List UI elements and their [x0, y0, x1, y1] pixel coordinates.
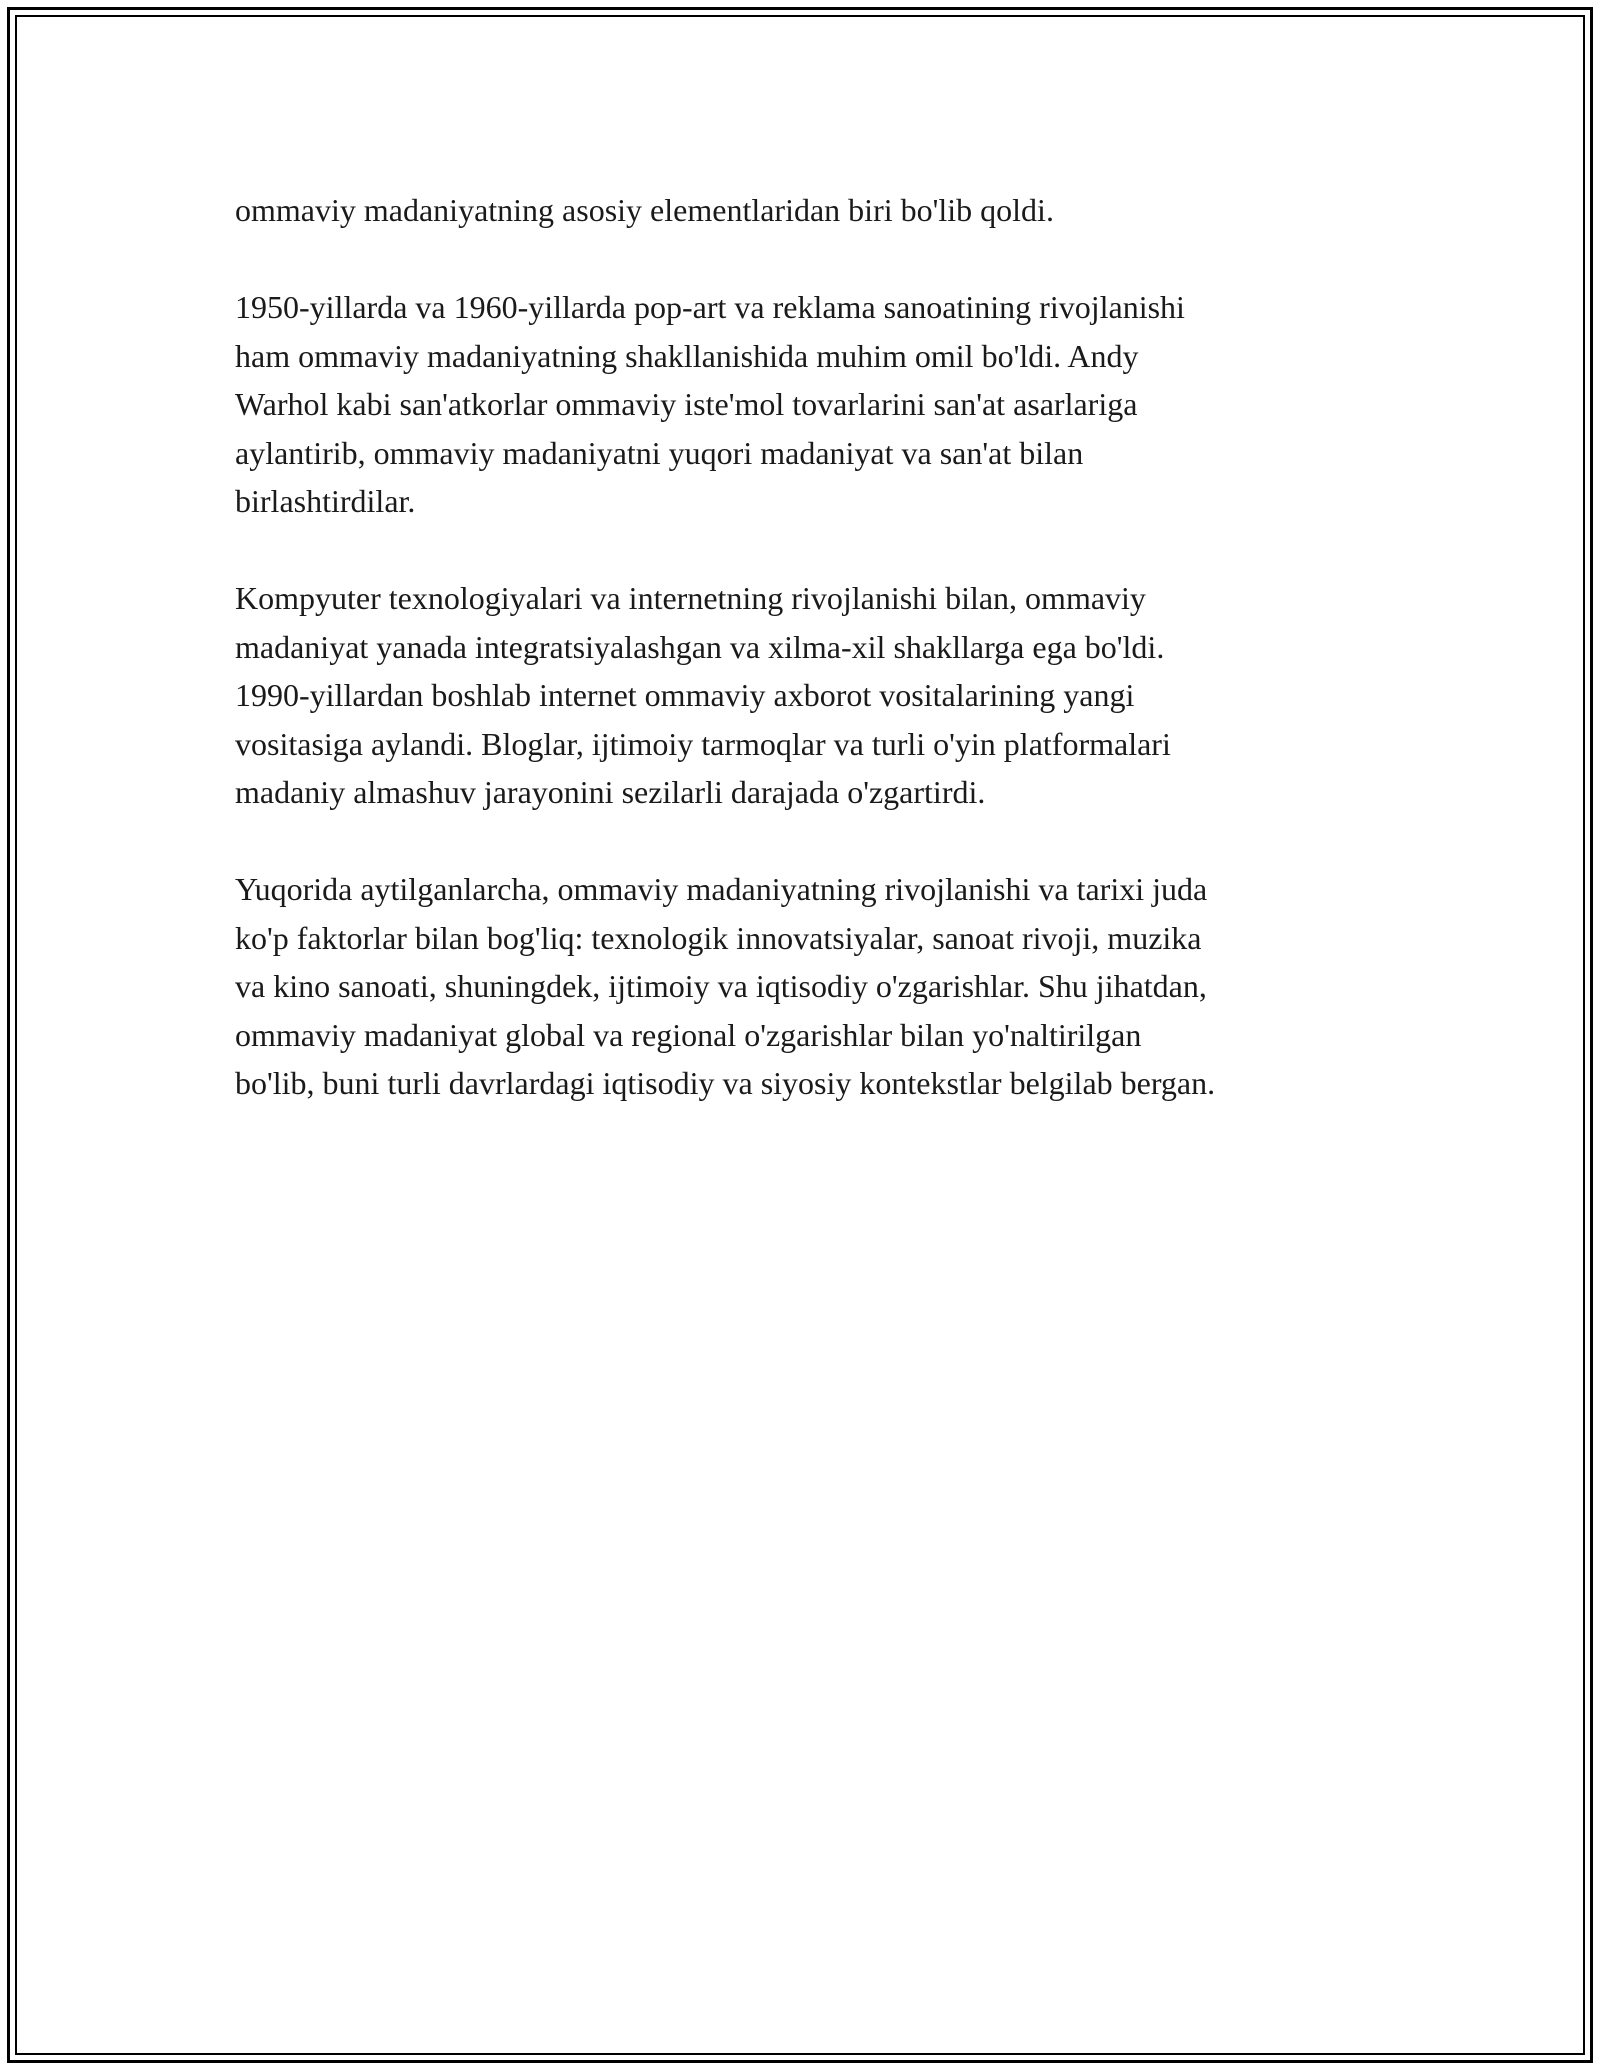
- document-body: [235, 186, 1375, 1108]
- paragraph-pop-art: 1950-yillarda va 1960-yillarda pop-art va reklama sanoatining rivojlanishi ham ommaviy madaniyatning shakllanishida muhim omil bo'ldi. Andy Warhol kabi san'atkorlar ommaviy iste'mol tovarlarini san'at asarlariga aylantirib, ommaviy madaniyatni yuqori madaniyat va san'at bilan birlashtirdilar.: [235, 289, 1185, 519]
- paragraph-conclusion: Yuqorida aytilganlarcha, ommaviy madaniyatning rivojlanishi va tarixi juda ko'p faktorlar bilan bog'liq: texnologik innovatsiyalar, sanoat rivoji, muzika va kino sanoati, shuningdek, ijtimoiy va iqtisodiy o'zgarishlar. Shu jihatdan, ommaviy madaniyat global va regional o'zgarishlar bilan yo'naltirilgan bo'lib, buni turli davrlardagi iqtisodiy va siyosiy kontekstlar belgilab bergan.: [235, 871, 1216, 1101]
- paragraph-continuation: ommaviy madaniyatning asosiy elementlaridan biri bo'lib qoldi.: [235, 192, 1054, 228]
- paragraph-internet: Kompyuter texnologiyalari va internetning rivojlanishi bilan, ommaviy madaniyat yanada integratsiyalashgan va xilma-xil shakllarga ega bo'ldi. 1990-yillardan boshlab internet ommaviy axborot vositalarining yangi vositasiga aylandi. Bloglar, ijtimoiy tarmoqlar va turli o'yin platformalari madaniy almashuv jarayonini sezilarli darajada o'zgartirdi.: [235, 580, 1171, 810]
